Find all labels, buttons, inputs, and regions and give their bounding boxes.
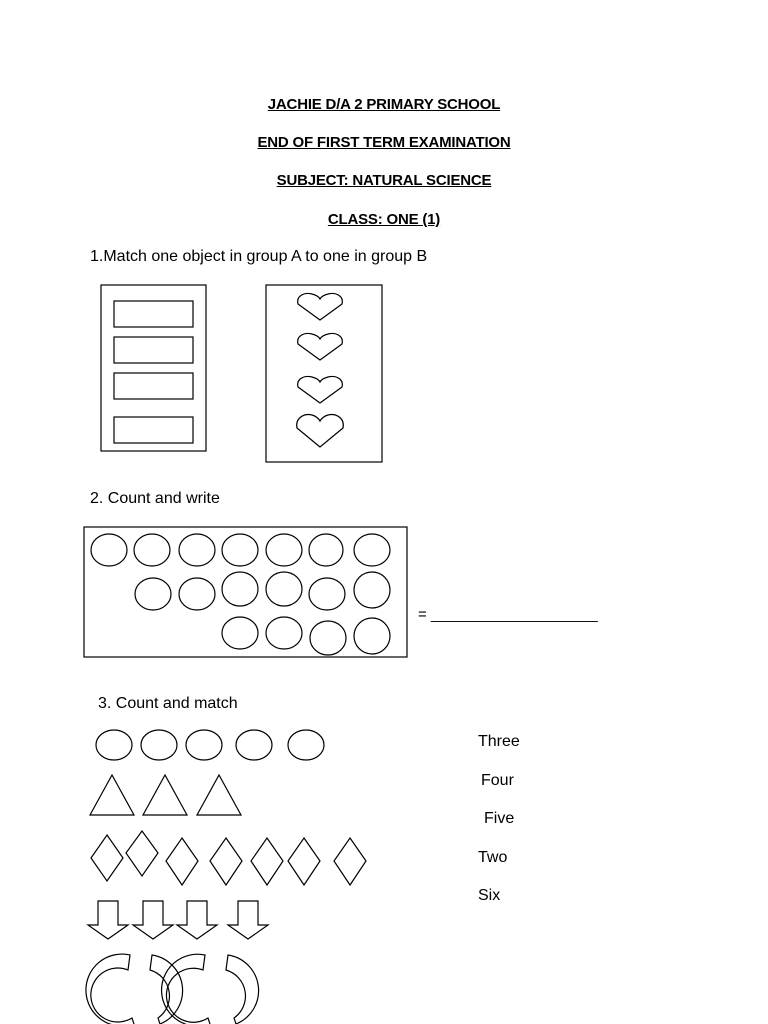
down-arrow-shape [177,901,217,939]
question-3-instruction: 3. Count and match [98,695,238,712]
number-word: Four [481,772,514,789]
school-name: JACHIE D/A 2 PRIMARY SCHOOL [267,96,501,113]
number-word: Three [478,733,520,750]
down-arrow-shape [133,901,173,939]
diamond-shape [210,838,242,885]
triangle-shape [143,775,187,815]
oval-shape [96,730,132,760]
crescent-shape [86,954,134,1024]
oval-shape [236,730,272,760]
diamond-shape [288,838,320,885]
crescent-shape [150,955,183,1024]
number-word: Five [484,810,515,827]
down-arrow-shape [88,901,128,939]
class-line: CLASS: ONE (1) [327,211,441,228]
q2-answer-blank[interactable]: = ____________________ [418,606,598,623]
oval-shape [288,730,324,760]
diamond-shape [126,831,158,876]
question-2-instruction: 2. Count and write [90,490,220,507]
diamond-shape [166,838,198,885]
down-arrow-shape [228,901,268,939]
question-1-instruction: 1.Match one object in group A to one in group B [90,248,428,265]
exam-title: END OF FIRST TERM EXAMINATION [257,134,511,151]
oval-shape [141,730,177,760]
diamond-shape [334,838,366,885]
oval-shape [186,730,222,760]
number-word: Two [478,849,508,866]
subject-line: SUBJECT: NATURAL SCIENCE [276,172,492,189]
triangle-shape [90,775,134,815]
triangle-shape [197,775,241,815]
diamond-shape [251,838,283,885]
diamond-shape [91,835,123,881]
crescent-shape [226,955,259,1024]
number-word: Six [478,887,501,904]
